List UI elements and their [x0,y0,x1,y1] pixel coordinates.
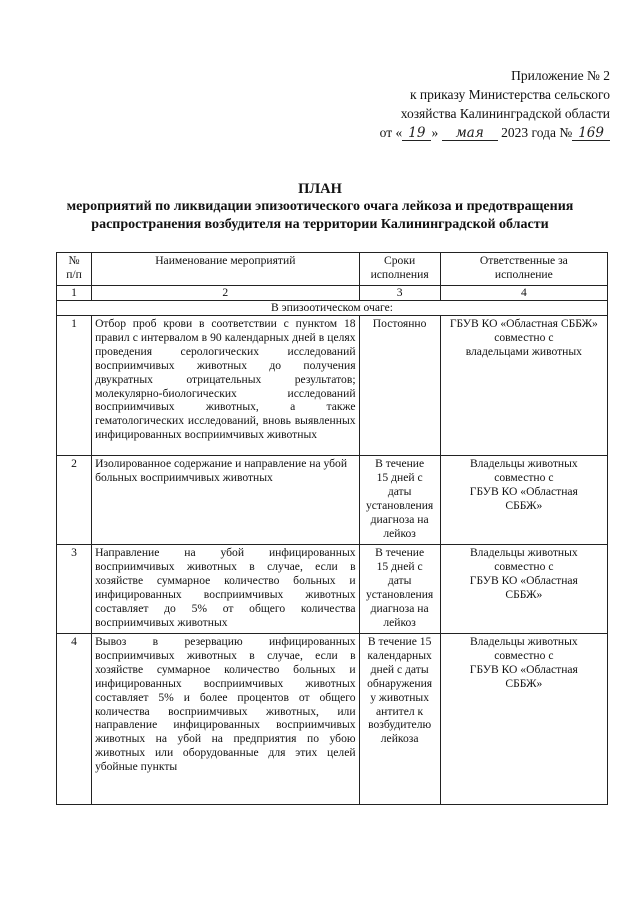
date-year: 2023 года № [501,125,573,140]
handwritten-day: 19 [402,126,431,141]
column-number: 3 [359,286,440,301]
handwritten-number: 169 [572,126,610,141]
plan-heading: ПЛАН [298,181,342,197]
header-measures: Наименование мероприятий [92,253,359,286]
section-row [57,301,608,316]
row-measure: Изолированное содержание и направление на убой больных восприимчивых животных [92,456,359,545]
row-responsible: ГБУВ КО «Областная СББЖ» совместно с владельцами животных [440,316,607,456]
table-row [57,545,608,634]
row-number: 1 [57,316,92,456]
row-number: 3 [57,545,92,634]
date-prefix: от « [379,125,403,140]
appendix-date-line [310,123,610,142]
table-header-row [57,253,608,286]
header-number: № п/п [57,253,92,286]
section-label: В эпизоотическом очаге: [57,301,608,316]
appendix-title: Приложение № 2 [511,68,610,83]
column-number: 1 [57,286,92,301]
document-title [60,180,580,234]
column-number-row [57,286,608,301]
row-responsible: Владельцы животных совместно с ГБУВ КО «Областная СББЖ» [440,456,607,545]
appendix-block [310,66,610,142]
row-term: Постоянно [359,316,440,456]
plan-table [56,252,608,805]
handwritten-month: мая [442,126,498,141]
row-responsible: Владельцы животных совместно с ГБУВ КО «Областная СББЖ» [440,545,607,634]
row-number: 2 [57,456,92,545]
plan-subtitle: мероприятий по ликвидации эпизоотического очага лейкоза и предотвращения распространения возбудителя на территории Калининградской области [66,199,574,232]
row-responsible: Владельцы животных совместно с ГБУВ КО «Областная СББЖ» [440,634,607,805]
header-terms: Сроки исполнения [359,253,440,286]
row-measure: Отбор проб крови в соответствии с пунктом 18 правил с интервалом в 90 календарных дней в целях проведения серологических исследований восприимчивых животных до получения двукратных отрицательных результатов; молекулярно-биологических исследований восприимчивых животных, а также гематологических исследований, вновь выявленных инфицированных восприимчивых животных [92,316,359,456]
column-number: 2 [92,286,359,301]
row-measure: Вывоз в резервацию инфицированных восприимчивых животных в случае, если в хозяйстве суммарное количество больных и инфицированных восприимчивых животных составляет 5% и более процентов от общего количества восприимчивых животных, или направление инфицированных восприимчивых животных на убой на предприятия по убою животных или оборудованные для этих целей убойные пункты [92,634,359,805]
row-term: В течение 15 календарных дней с даты обнаружения у животных антител к возбудителю лейкоза [359,634,440,805]
row-number: 4 [57,634,92,805]
appendix-order-line: к приказу Министерства сельского [409,87,610,102]
column-number: 4 [440,286,607,301]
appendix-ministry-line: хозяйства Калининградской области [400,106,610,121]
table-row [57,634,608,805]
row-measure: Направление на убой инфицированных восприимчивых животных в случае, если в хозяйстве суммарное количество больных и инфицированных восприимчивых животных составляет до 5% от общего количества восприимчивых животных [92,545,359,634]
row-term: В течение 15 дней с даты установления диагноза на лейкоз [359,456,440,545]
table-row [57,456,608,545]
table-row [57,316,608,456]
row-term: В течение 15 дней с даты установления диагноза на лейкоз [359,545,440,634]
date-mid: » [431,125,439,140]
header-responsible: Ответственные за исполнение [440,253,607,286]
